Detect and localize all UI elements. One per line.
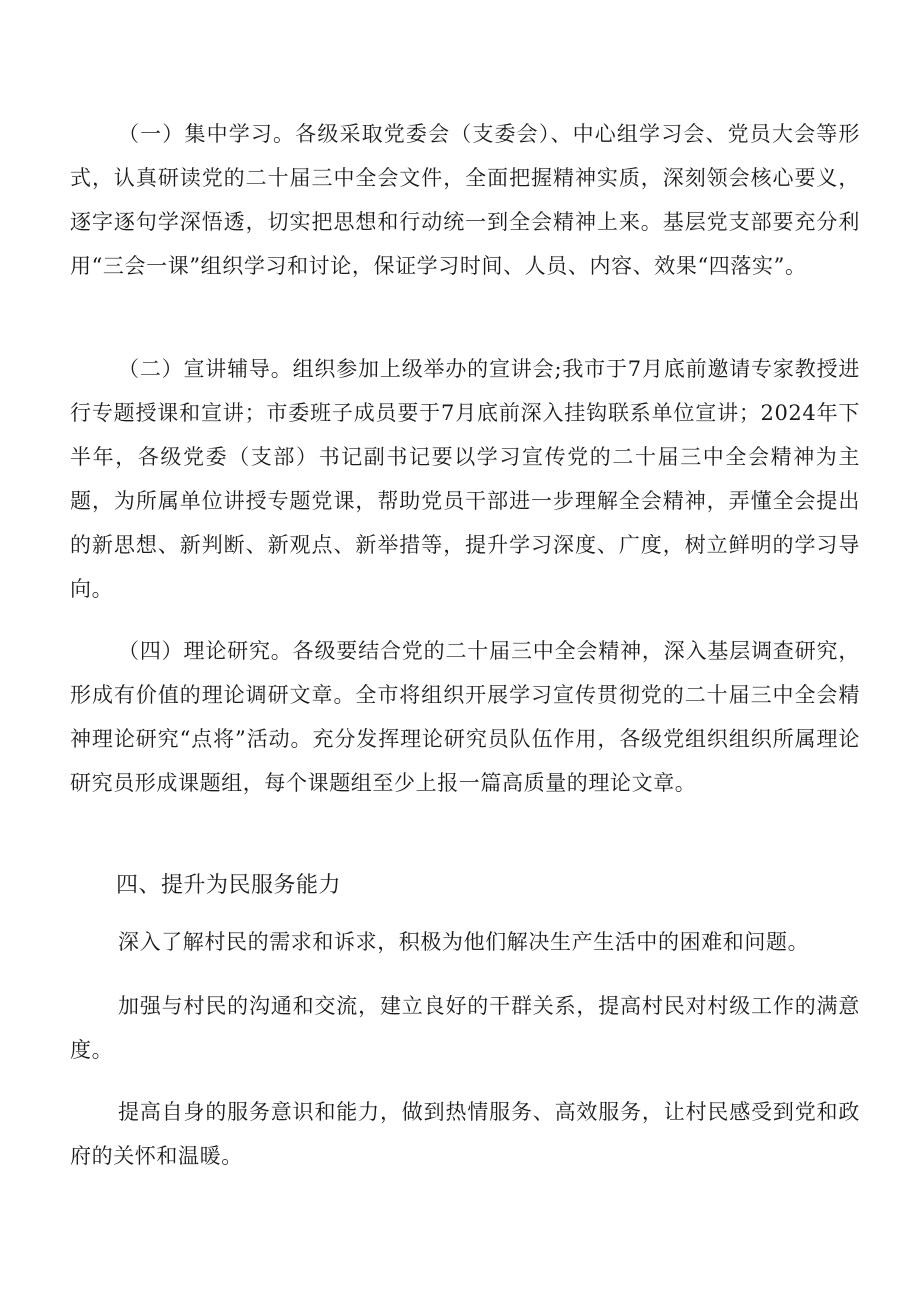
- paragraph-understand-needs: 深入了解村民的需求和诉求，积极为他们解决生产生活中的困难和问题。: [118, 930, 810, 954]
- paragraph-service-awareness: 提高自身的服务意识和能力，做到热情服务、高效服务，让村民感受到党和政府的关怀和温暖。: [70, 1100, 860, 1168]
- paragraph-theory-research: （四）理论研究。各级要结合党的二十届三中全会精神，深入基层调查研究，形成有价值的理论调研文章。全市将组织开展学习宣传贯彻党的二十届三中全会精神理论研究“点将”活动。充分发挥理论研究员队伍作用，各级党组织组织所属理论研究员形成课题组，每个课题组至少上报一篇高质量的理论文章。: [70, 639, 860, 795]
- paragraph-communication: 加强与村民的沟通和交流，建立良好的干群关系，提高村民对村级工作的满意度。: [70, 994, 860, 1062]
- section-heading: 四、提升为民服务能力: [116, 873, 342, 898]
- paragraph-lecture-guidance: （二）宣讲辅导。组织参加上级举办的宣讲会;我市于7月底前邀请专家教授进行专题授课和宣讲；市委班子成员要于7月底前深入挂钩联系单位宣讲；2024年下半年，各级党委（支部）书记副书记要以学习宣传党的二十届三中全会精神为主题，为所属单位讲授专题党课，帮助党员干部进一步理解全会精神，弄懂全会提出的新思想、新判断、新观点、新举措等，提升学习深度、广度，树立鲜明的学习导向。: [70, 357, 860, 601]
- paragraph-centralized-study: （一）集中学习。各级采取党委会（支委会）、中心组学习会、党员大会等形式，认真研读党的二十届三中全会文件，全面把握精神实质，深刻领会核心要义，逐字逐句学深悟透，切实把思想和行动统一到全会精神上来。基层党支部要充分利用“三会一课”组织学习和讨论，保证学习时间、人员、内容、效果“四落实”。: [70, 122, 860, 278]
